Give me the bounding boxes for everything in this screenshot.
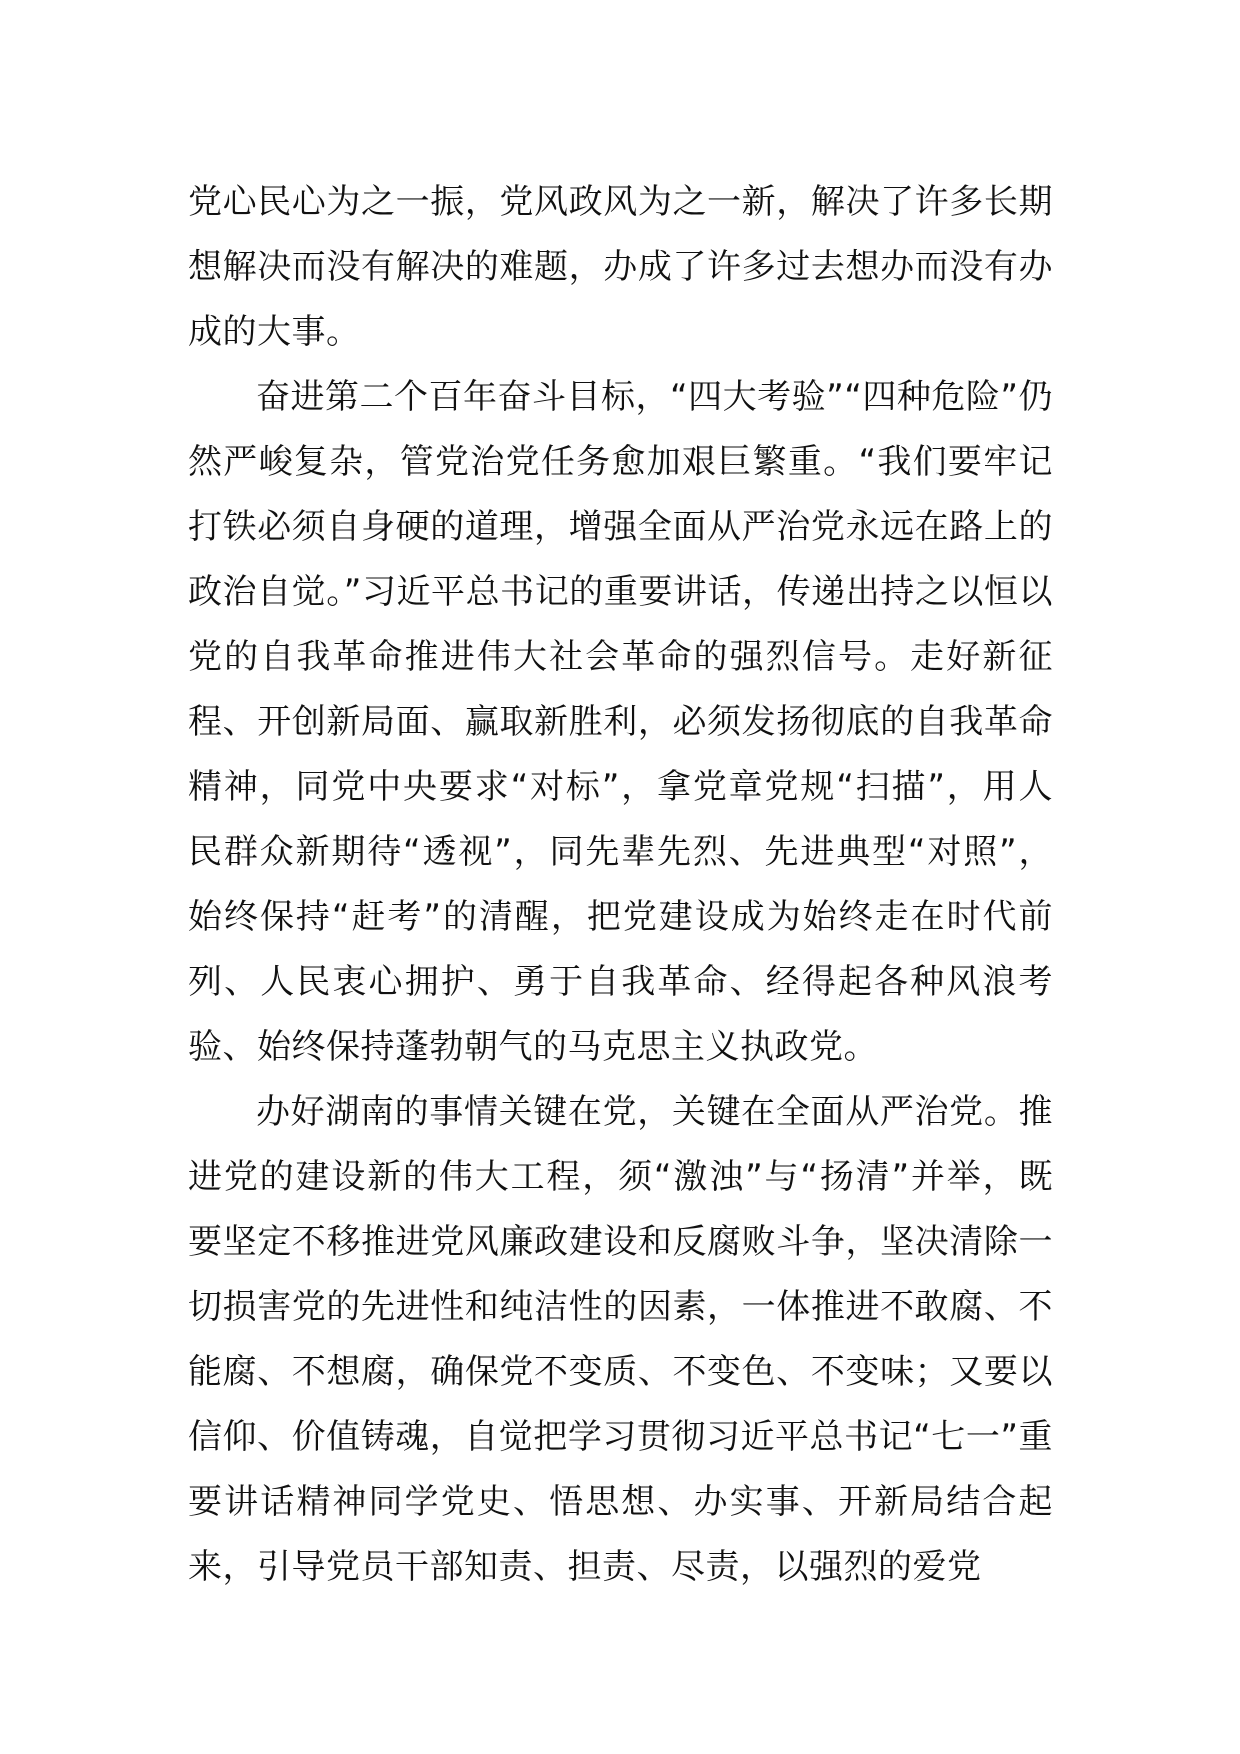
paragraph-continued: 党心民心为之一振，党风政风为之一新，解决了许多长期想解决而没有解决的难题，办成了许多过去想办而没有办成的大事。 bbox=[188, 182, 1053, 352]
paragraph: 办好湖南的事情关键在党，关键在全面从严治党。推进党的建设新的伟大工程，须“激浊”与“扬清”并举，既要坚定不移推进党风廉政建设和反腐败斗争，坚决清除一切损害党的先进性和纯洁性的因素，一体推进不敢腐、不能腐、不想腐，确保党不变质、不变色、不变味；又要以信仰、价值铸魂，自觉把学习贯彻习近平总书记“七一”重要讲话精神同学党史、悟思想、办实事、开新局结合起来，引导党员干部知责、担责、尽责，以强烈的爱党 bbox=[188, 1092, 1053, 1587]
body-text bbox=[188, 170, 1053, 1600]
paragraph: 奋进第二个百年奋斗目标，“四大考验”“四种危险”仍然严峻复杂，管党治党任务愈加艰巨繁重。“我们要牢记打铁必须自身硬的道理，增强全面从严治党永远在路上的政治自觉。”习近平总书记的重要讲话，传递出持之以恒以党的自我革命推进伟大社会革命的强烈信号。走好新征程、开创新局面、赢取新胜利，必须发扬彻底的自我革命精神，同党中央要求“对标”，拿党章党规“扫描”，用人民群众新期待“透视”，同先辈先烈、先进典型“对照”，始终保持“赶考”的清醒，把党建设成为始终走在时代前列、人民衷心拥护、勇于自我革命、经得起各种风浪考验、始终保持蓬勃朝气的马克思主义执政党。 bbox=[188, 377, 1053, 1067]
